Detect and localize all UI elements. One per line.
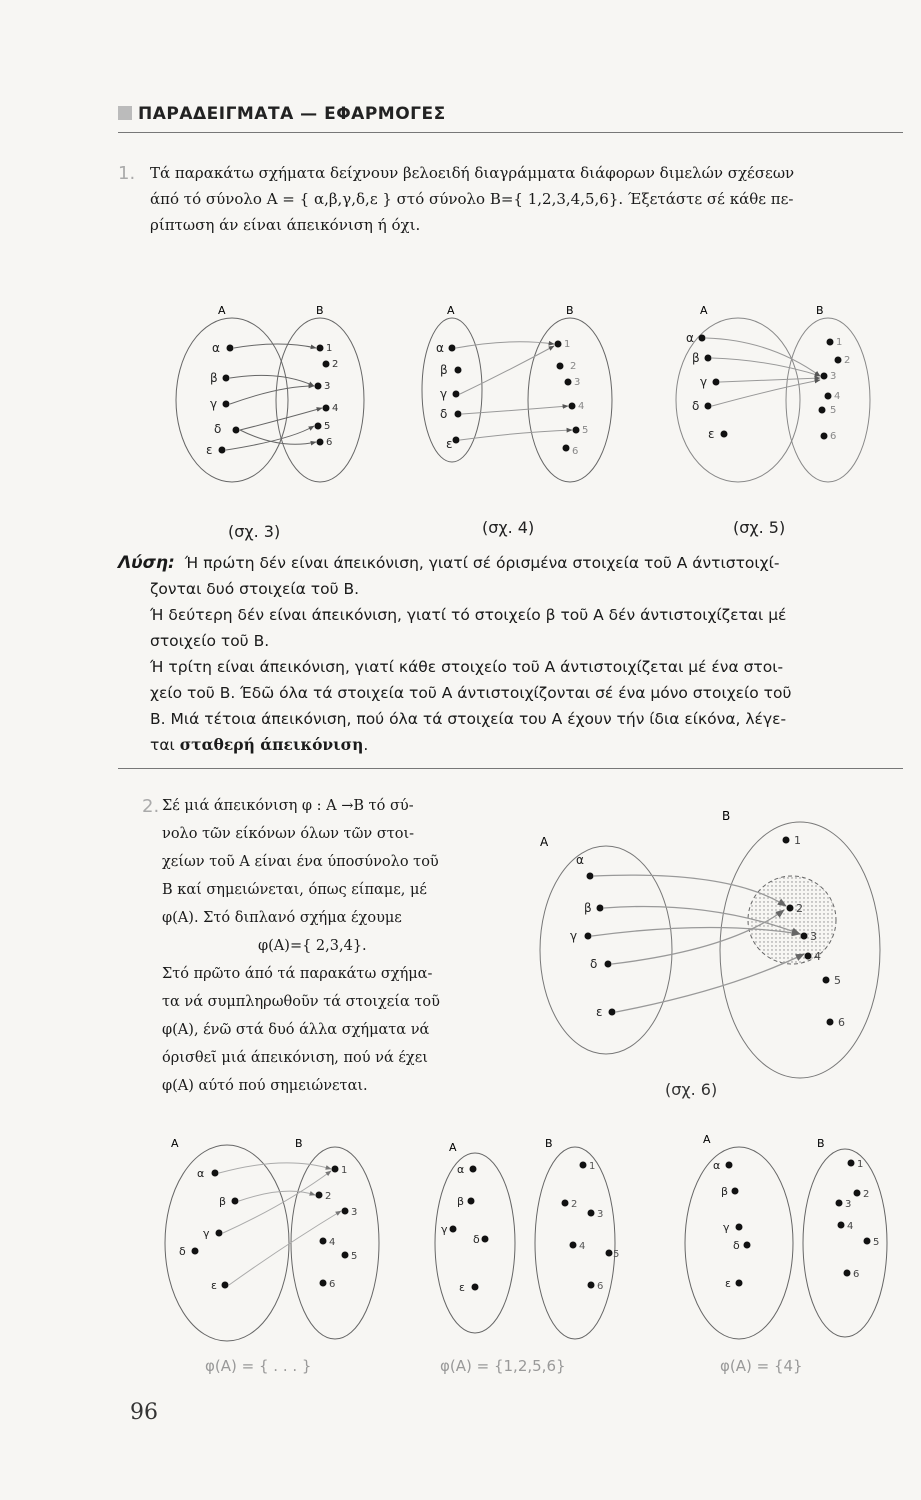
example-2-line: τα νά συμπληρωθοῦν τά στοιχεία τοῦ: [162, 994, 440, 1010]
formula-3: φ(A) = {4}: [720, 1357, 803, 1375]
elem-alpha: α: [436, 341, 444, 355]
page-number: 96: [130, 1400, 158, 1425]
caption-fig-3: (σχ. 3): [228, 522, 281, 541]
elem-alpha: α: [576, 853, 584, 867]
formula-1: φ(A) = { . . . }: [205, 1357, 312, 1375]
example-1-line: Τά παρακάτω σχήματα δείχνουν βελοειδή διαγράμματα διάφορων διμελών σχέσεων: [150, 164, 795, 182]
solution-block: [118, 550, 908, 758]
elem-beta: β: [692, 351, 700, 365]
elem-5: 5: [834, 974, 841, 987]
diagram-row-exercise: [155, 1125, 905, 1345]
elem-5: 5: [582, 425, 589, 436]
elem-2: 2: [863, 1189, 870, 1200]
elem-1: 1: [326, 343, 333, 354]
elem-5: 5: [830, 405, 837, 416]
example-2-line: Στό πρῶτο άπό τά παρακάτω σχήμα-: [162, 966, 433, 982]
elem-epsilon: ε: [596, 1005, 603, 1019]
solution-line: Ή τρίτη είναι άπεικόνιση, γιατί κάθε στοιχείο τοῦ A άντιστοιχίζεται μέ ένα στοι-: [150, 658, 784, 676]
exercise-diagram-1: [165, 1137, 379, 1341]
elem-1: 1: [836, 337, 843, 348]
elem-beta: β: [584, 901, 592, 915]
example-2-line: χείων τοῦ A είναι ένα ύποσύνολο τοῦ: [162, 854, 439, 870]
elem-2: 2: [796, 902, 803, 915]
elem-delta: δ: [179, 1245, 186, 1258]
set-a-label: A: [540, 835, 549, 849]
example-2-equation: φ(A)={ 2,3,4}.: [258, 938, 367, 954]
set-b-label: B: [295, 1137, 303, 1150]
set-a-label: A: [447, 304, 455, 317]
elem-3: 3: [324, 381, 331, 392]
example-2-line: B καί σημειώνεται, όπως είπαμε, μέ: [162, 882, 427, 898]
set-b-label: B: [316, 304, 324, 317]
solution-label: Λύση:: [118, 553, 175, 573]
example-2-line: φ(A). Στό διπλανό σχήμα έχουμε: [162, 910, 402, 926]
elem-gamma: γ: [440, 387, 448, 401]
elem-delta: δ: [473, 1233, 480, 1246]
elem-beta: β: [210, 371, 218, 385]
elem-4: 4: [814, 950, 821, 963]
section-rule: [118, 768, 903, 769]
set-b-label: B: [545, 1137, 553, 1150]
set-a-label: A: [218, 304, 226, 317]
formula-2: φ(A) = {1,2,5,6}: [440, 1357, 566, 1375]
exercise-diagram-2: [435, 1137, 619, 1339]
elem-delta: δ: [214, 422, 222, 436]
elem-4: 4: [578, 401, 585, 412]
header-rule: [118, 132, 903, 133]
elem-4: 4: [834, 391, 841, 402]
elem-4: 4: [332, 403, 339, 414]
elem-6: 6: [830, 431, 837, 442]
set-b-label: B: [566, 304, 574, 317]
elem-3: 3: [830, 371, 837, 382]
elem-epsilon: ε: [211, 1279, 217, 1292]
elem-6: 6: [329, 1279, 336, 1290]
elem-gamma: γ: [570, 929, 578, 943]
elem-3: 3: [845, 1199, 852, 1210]
elem-2: 2: [844, 355, 851, 366]
caption-fig-4: (σχ. 4): [482, 518, 535, 537]
set-a-label: A: [449, 1141, 457, 1154]
elem-4: 4: [579, 1241, 586, 1252]
elem-beta: β: [457, 1195, 465, 1208]
set-a-label: A: [171, 1137, 179, 1150]
elem-alpha: α: [713, 1159, 721, 1172]
diagram-6: [530, 800, 910, 1080]
elem-alpha: α: [686, 331, 694, 345]
set-a-label: A: [703, 1133, 711, 1146]
elem-6: 6: [597, 1281, 604, 1292]
elem-alpha: α: [197, 1167, 205, 1180]
elem-gamma: γ: [203, 1227, 210, 1240]
elem-6: 6: [572, 446, 579, 457]
set-a-oval: [540, 846, 672, 1054]
solution-line: ζονται δυό στοιχεία τοῦ B.: [150, 580, 360, 598]
example-1-line: άπό τό σύνολο A = { α,β,γ,δ,ε } στό σύνολο B={ 1,2,3,4,5,6}. Έξετάστε σέ κάθε πε-: [150, 190, 794, 208]
set-b-oval: [276, 318, 364, 482]
elem-6: 6: [838, 1016, 845, 1029]
example-1-number: 1.: [118, 163, 136, 184]
solution-term: σταθερή άπεικόνιση: [179, 735, 364, 754]
example-1-line: ρίπτωση άν είναι άπεικόνιση ή όχι.: [150, 216, 421, 234]
diagram-row-1: [140, 290, 880, 510]
example-2-line: Σέ μιά άπεικόνιση φ : A →B τό σύ-: [162, 798, 414, 814]
set-a-label: A: [700, 304, 708, 317]
example-2-line: νολο τῶν είκόνων όλων τῶν στοι-: [162, 826, 415, 842]
header-title: ΠΑΡΑΔΕΙΓΜΑΤΑ — ΕΦΑΡΜΟΓΕΣ: [138, 104, 446, 124]
elem-epsilon: ε: [459, 1281, 465, 1294]
example-2-line: φ(A) αύτό πού σημειώνεται.: [162, 1078, 368, 1094]
elem-1: 1: [857, 1159, 864, 1170]
elem-gamma: γ: [700, 375, 708, 389]
solution-line: στοιχείο τοῦ B.: [150, 632, 270, 650]
elem-4: 4: [329, 1237, 336, 1248]
elem-3: 3: [810, 930, 817, 943]
elem-gamma: γ: [210, 397, 218, 411]
elem-gamma: γ: [441, 1223, 448, 1236]
diagram-5: [676, 304, 870, 482]
elem-beta: β: [721, 1185, 729, 1198]
elem-5: 5: [324, 421, 331, 432]
example-1-text: [150, 160, 900, 238]
set-a-oval: [176, 318, 288, 482]
elem-alpha: α: [212, 341, 220, 355]
elem-6: 6: [853, 1269, 860, 1280]
solution-line: B. Μιά τέτοια άπεικόνιση, πού όλα τά στοιχεία του A έχουν τήν ίδια είκόνα, λέγε-: [150, 710, 787, 728]
elem-epsilon: ε: [206, 443, 213, 457]
elem-delta: δ: [590, 957, 598, 971]
exercise-diagram-3: [685, 1133, 887, 1339]
elem-5: 5: [873, 1237, 880, 1248]
example-2-line: όρισθεῖ μιά άπεικόνιση, πού νά έχει: [162, 1050, 428, 1066]
set-b-label: B: [817, 1137, 825, 1150]
elem-epsilon: ε: [725, 1277, 731, 1290]
elem-delta: δ: [733, 1239, 740, 1252]
solution-line: Ή δεύτερη δέν είναι άπεικόνιση, γιατί τό στοιχείο β τοῦ A δέν άντιστοιχίζεται μέ: [150, 606, 787, 624]
elem-5: 5: [351, 1251, 358, 1262]
elem-gamma: γ: [723, 1221, 730, 1234]
elem-2: 2: [570, 361, 577, 372]
elem-3: 3: [574, 377, 581, 388]
section-header: [118, 104, 446, 124]
elem-4: 4: [847, 1221, 854, 1232]
elem-3: 3: [351, 1207, 358, 1218]
elem-alpha: α: [457, 1163, 465, 1176]
elem-5: 5: [613, 1249, 620, 1260]
elem-1: 1: [564, 339, 571, 350]
solution-last-suffix: .: [363, 736, 369, 754]
elem-1: 1: [341, 1165, 348, 1176]
elem-epsilon: ε: [708, 427, 715, 441]
diagram-4: [422, 304, 612, 482]
elem-2: 2: [332, 359, 339, 370]
elem-3: 3: [597, 1209, 604, 1220]
set-a-oval: [165, 1145, 289, 1341]
caption-fig-6: (σχ. 6): [665, 1080, 718, 1099]
elem-beta: β: [440, 363, 448, 377]
elem-1: 1: [794, 834, 801, 847]
solution-line: χείο τοῦ B. Έδῶ όλα τά στοιχεία τοῦ A άντιστοιχίζονται σέ ένα μόνο στοιχείο τοῦ: [150, 684, 792, 702]
elem-delta: δ: [692, 399, 700, 413]
elem-1: 1: [589, 1161, 596, 1172]
header-square-icon: [118, 106, 132, 120]
example-2-line: φ(A), ένῶ στά δυό άλλα σχήματα νά: [162, 1022, 430, 1038]
solution-last-prefix: ται: [150, 736, 175, 754]
elem-2: 2: [571, 1199, 578, 1210]
set-b-label: B: [816, 304, 824, 317]
example-2-text: [162, 792, 502, 1100]
elem-beta: β: [219, 1195, 227, 1208]
set-b-label: B: [722, 809, 731, 823]
example-2-number: 2.: [142, 796, 160, 817]
elem-6: 6: [326, 437, 333, 448]
solution-line: Ή πρώτη δέν είναι άπεικόνιση, γιατί σέ όρισμένα στοιχεία τοῦ A άντιστοιχί-: [184, 554, 780, 572]
elem-2: 2: [325, 1191, 332, 1202]
diagram-3: [176, 304, 364, 482]
caption-fig-5: (σχ. 5): [733, 518, 786, 537]
image-subset-circle: [748, 876, 836, 964]
elem-delta: δ: [440, 407, 448, 421]
elem-epsilon: ε: [446, 437, 453, 451]
